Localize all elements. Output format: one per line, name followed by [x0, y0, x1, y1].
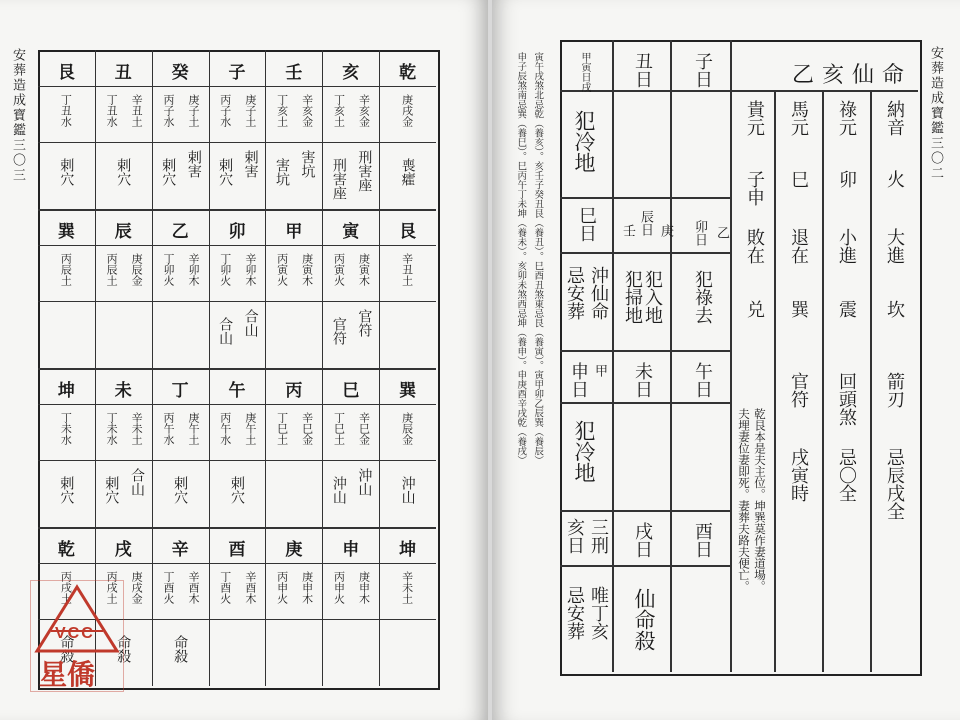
note-col-2: 夫埋妻位妻即死。妻葬夫路夫便亡。: [737, 408, 751, 592]
ganzhi-element: 辛巳金: [300, 412, 314, 445]
section-divider: [38, 209, 436, 211]
attribute-cell: 卯: [836, 170, 857, 188]
direction-label: 午: [228, 381, 246, 401]
title: 乙亥仙命: [792, 63, 913, 88]
ganzhi-element: 辛巳金: [357, 412, 371, 445]
ganzhi-element: 丙戌土: [59, 571, 73, 604]
ganzhi-element: 庚寅木: [357, 253, 371, 286]
direction-label: 申: [342, 540, 360, 560]
verdict-label: 害坑: [273, 158, 290, 186]
attribute-cell: 祿元: [836, 100, 857, 136]
header-divider: [38, 245, 436, 246]
ganzhi-element: 庚午土: [243, 412, 257, 445]
verdict-label: 剌穴: [172, 476, 189, 504]
direction-label: 坤: [399, 540, 417, 560]
direction-label: 乙: [171, 222, 189, 242]
ganzhi-element: 丙子水: [218, 94, 232, 127]
attribute-cell: 子申: [744, 170, 765, 206]
ganzhi-element: 丙子水: [161, 94, 175, 127]
attribute-cell: 忌〇全: [836, 448, 857, 502]
attribute-cell: 納音: [884, 100, 905, 136]
direction-label: 艮: [399, 222, 417, 242]
attribute-cell: 兑: [744, 300, 765, 318]
verdict-label: 剌穴: [217, 158, 234, 186]
ganzhi-element: 丁丑水: [59, 94, 73, 127]
direction-label: 子: [228, 63, 246, 83]
verdict-label: 剌穴: [115, 158, 132, 186]
ganzhi-element: 辛亥金: [300, 94, 314, 127]
seal-name: 星僑: [39, 658, 96, 691]
r2-chen: 辰日: [638, 210, 653, 236]
r2-si: 巳日: [576, 206, 597, 242]
attribute-cell: 退在: [788, 228, 809, 264]
grid-c3-head: 甲寅日戌: [579, 52, 590, 92]
ganzhi-element: 庚辰金: [130, 253, 144, 286]
r1-yi: 乙: [714, 226, 729, 239]
direction-label: 巳: [342, 381, 360, 401]
ganzhi-element: 丙寅火: [332, 253, 346, 286]
verdict-label: 剌害: [185, 150, 202, 178]
direction-label: 戌: [114, 540, 132, 560]
right-running-head: 安葬造成寶鑑三〇二: [928, 46, 943, 181]
ganzhi-element: 庚子土: [186, 94, 200, 127]
ganzhi-element: 辛丑土: [400, 253, 414, 286]
verdict-label: 命殺: [115, 635, 132, 663]
cold-land-1: 犯冷地: [572, 110, 596, 173]
attribute-cell: 回頭煞: [836, 372, 857, 426]
verdict-label: 沖山: [399, 476, 416, 504]
verdict-label: 命殺: [172, 635, 189, 663]
attribute-cell: 大進: [884, 228, 905, 264]
ganzhi-element: 丁未水: [105, 412, 119, 445]
attribute-cell: 火: [884, 170, 905, 188]
ganzhi-element: 庚戌金: [130, 571, 144, 604]
attribute-cell: 馬元: [788, 100, 809, 136]
grid-c1-head: 子日: [692, 52, 713, 88]
verdict-label: 害坑: [299, 150, 316, 178]
r4-xianming: 仙命殺: [632, 588, 656, 651]
row-divider: [38, 460, 436, 461]
ganzhi-element: 丙寅火: [275, 253, 289, 286]
section-divider: [38, 527, 436, 529]
verdict-label: 剌穴: [58, 476, 75, 504]
right-page: [492, 0, 960, 720]
ganzhi-element: 庚申木: [300, 571, 314, 604]
attribute-cell: 貴元: [744, 100, 765, 136]
ganzhi-element: 庚辰金: [400, 412, 414, 445]
direction-label: 乾: [57, 540, 75, 560]
verdict-label: 剌穴: [229, 476, 245, 504]
cold-land-2: 犯冷地: [572, 420, 596, 483]
ganzhi-element: 丙辰土: [105, 253, 119, 286]
direction-label: 辛: [171, 540, 189, 560]
direction-label: 坤: [57, 381, 75, 401]
verdict-label: 喪癨: [399, 158, 416, 186]
ganzhi-element: 庚寅木: [300, 253, 314, 286]
ganzhi-element: 辛未土: [400, 571, 414, 604]
header-divider: [38, 404, 436, 405]
r3-jia: 甲: [592, 364, 607, 377]
grid-c2-head: 丑日: [632, 52, 653, 88]
r4-hai: 亥日: [564, 518, 585, 554]
r4-weiding: 唯丁亥: [588, 586, 609, 640]
attribute-cell: 敗在: [744, 228, 765, 264]
r3-wei: 未日: [632, 362, 653, 398]
ganzhi-element: 丁未水: [59, 412, 73, 445]
r3-wu: 午日: [692, 362, 713, 398]
ganzhi-element: 庚戌金: [400, 94, 414, 127]
attribute-cell: 箭刃: [884, 372, 905, 408]
section-divider: [38, 368, 436, 370]
direction-label: 乾: [399, 63, 417, 83]
r2-lu: 犯祿去: [692, 270, 713, 324]
ganzhi-element: 丁酉火: [218, 571, 232, 604]
direction-label: 亥: [342, 63, 360, 83]
ganzhi-element: 辛酉木: [243, 571, 257, 604]
direction-label: 庚: [285, 540, 303, 560]
r2-ji: 忌安葬: [564, 266, 585, 320]
ganzhi-element: 丁亥土: [275, 94, 289, 127]
direction-label: 壬: [285, 63, 303, 83]
ganzhi-element: 辛酉木: [186, 571, 200, 604]
ganzhi-element: 庚申木: [357, 571, 371, 604]
attribute-cell: 巳: [788, 170, 809, 188]
ganzhi-element: 庚子土: [243, 94, 257, 127]
row-divider: [38, 142, 436, 143]
verdict-label: 剌穴: [103, 476, 120, 504]
row-divider: [38, 301, 436, 302]
r4-you: 酉日: [692, 522, 713, 558]
attribute-cell: 震: [836, 300, 857, 318]
ganzhi-element: 丁巳土: [275, 412, 289, 445]
r2-sao2: 犯掃地: [622, 270, 643, 324]
verdict-label: 官符: [330, 317, 347, 345]
r4-xu: 戌日: [632, 522, 653, 558]
verdict-label: 沖山: [356, 468, 373, 496]
ganzhi-element: 丙申火: [332, 571, 346, 604]
seal-logo-text: VCC: [55, 625, 95, 642]
ganzhi-element: 丙申火: [275, 571, 289, 604]
verdict-label: 合山: [242, 309, 259, 337]
side-note-1: 寅午戌煞北忌乾（養亥）。亥壬子癸丑艮（養丑）。巳酉丑煞東忌艮（養寅）。寅甲卯乙辰巽（養辰）: [532, 52, 544, 466]
attribute-cell: 小進: [836, 228, 857, 264]
ganzhi-element: 辛卯木: [243, 253, 257, 286]
attribute-cell: 戌寅時: [788, 448, 809, 502]
ganzhi-element: 辛亥金: [357, 94, 371, 127]
attribute-cell: 官符: [788, 372, 809, 408]
verdict-label: 刑害座: [356, 150, 373, 192]
ganzhi-element: 辛卯木: [186, 253, 200, 286]
ganzhi-element: 丁卯火: [218, 253, 232, 286]
direction-label: 艮: [57, 63, 75, 83]
direction-label: 卯: [228, 222, 246, 242]
left-running-head: 安葬造成寶鑑三〇三: [10, 48, 25, 183]
header-divider: [38, 563, 436, 564]
verdict-label: 沖山: [330, 476, 347, 504]
header-divider: [38, 86, 436, 87]
attribute-cell: 忌辰戌全: [884, 448, 905, 520]
ganzhi-element: 辛未土: [130, 412, 144, 445]
ganzhi-element: 丁酉火: [161, 571, 175, 604]
direction-label: 未: [114, 381, 132, 401]
r2-ru: 犯入地: [642, 270, 663, 324]
verdict-label: 合山: [217, 317, 234, 345]
ganzhi-element: 丁巳土: [332, 412, 346, 445]
direction-label: 癸: [171, 63, 189, 83]
ganzhi-element: 丁卯火: [161, 253, 175, 286]
verdict-label: 合山: [128, 468, 145, 496]
ganzhi-element: 辛丑土: [130, 94, 144, 127]
direction-label: 寅: [342, 222, 360, 242]
ganzhi-element: 丁丑水: [105, 94, 119, 127]
direction-label: 丑: [114, 63, 132, 83]
direction-label: 甲: [285, 222, 303, 242]
publisher-seal: [30, 580, 124, 692]
ganzhi-element: 庚午土: [186, 412, 200, 445]
direction-label: 丁: [171, 381, 189, 401]
r1-mao: 卯日: [692, 220, 707, 246]
verdict-label: 刑害座: [330, 158, 347, 200]
direction-label: 巽: [399, 381, 417, 401]
direction-label: 辰: [114, 222, 132, 242]
verdict-label: 剌穴: [58, 158, 75, 186]
direction-label: 丙: [285, 381, 303, 401]
direction-label: 巽: [57, 222, 75, 242]
ganzhi-element: 丙午水: [218, 412, 232, 445]
verdict-label: 命殺: [58, 635, 75, 663]
r2-geng: 庚: [658, 224, 673, 237]
ganzhi-element: 丙辰土: [59, 253, 73, 286]
verdict-label: 剌穴: [160, 158, 177, 186]
verdict-label: 官符: [356, 309, 373, 337]
side-note-2: 申子辰煞南忌巽（養巳）。巳丙午丁未坤（養未）。亥卯未煞西忌坤（養申）。申庚酉辛戌乾（養戌）: [515, 52, 527, 466]
ganzhi-element: 丁亥土: [332, 94, 346, 127]
verdict-label: 剌害: [242, 150, 259, 178]
r3-shen: 申日: [568, 362, 589, 398]
r4-jianzang: 忌安葬: [564, 586, 585, 640]
attribute-cell: 巽: [788, 300, 809, 318]
r4-sanxing: 三刑: [588, 518, 609, 554]
ganzhi-element: 丙戌土: [105, 571, 119, 604]
note-col-1: 乾艮本是夫主位。坤巽莫作妻道場。: [753, 408, 767, 592]
r2-ren: 壬: [620, 224, 635, 237]
attribute-cell: 坎: [884, 300, 905, 318]
ganzhi-element: 丙午水: [161, 412, 175, 445]
r2-chong: 沖仙命: [588, 266, 609, 320]
direction-label: 酉: [228, 540, 246, 560]
